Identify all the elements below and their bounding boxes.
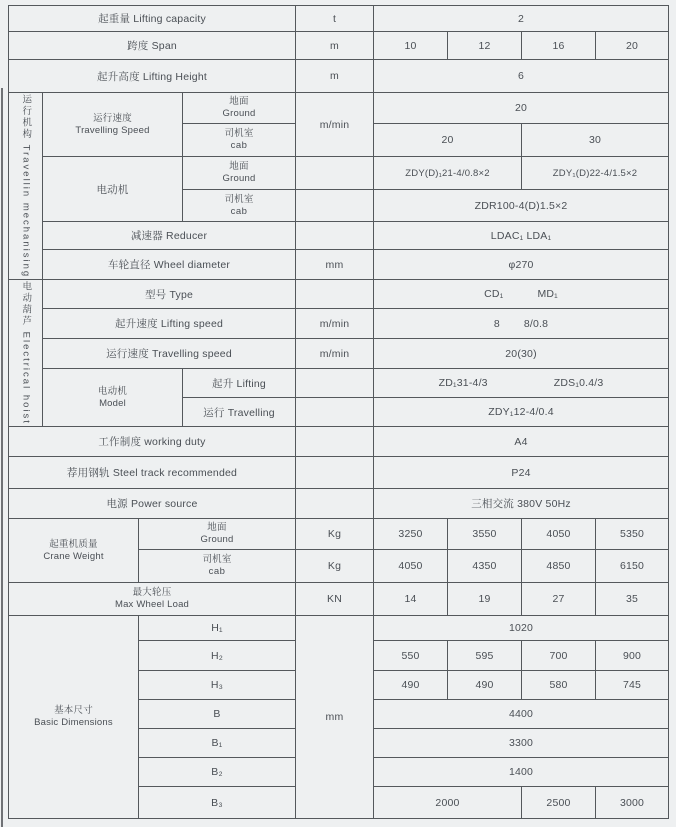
basic-dimensions-label-en: Basic Dimensions <box>34 717 113 728</box>
travel-speed-cab-sublabel <box>183 124 296 157</box>
working-duty-value: A4 <box>374 427 669 457</box>
dim-h3-value-2: 490 <box>448 671 522 700</box>
reducer-label: 减速器 Reducer <box>43 222 296 250</box>
hoist-motor-travelling-unit-empty <box>296 398 374 427</box>
crane-weight-ground-value-3: 4050 <box>522 519 596 550</box>
travel-speed-ground-value: 20 <box>374 93 669 124</box>
hoist-travelling-speed-value: 20(30) <box>374 339 669 369</box>
hoist-motor-lifting-value-2: ZDS₁0.4/3 <box>553 377 604 389</box>
crane-weight-cab-sublabel <box>139 550 296 583</box>
electrical-hoist-vertical-label: 电动葫芦 Electrical hoist <box>20 281 32 425</box>
hoist-lifting-speed-value <box>374 309 669 339</box>
dim-b1-value: 3300 <box>374 729 669 758</box>
max-wheel-load-label-en: Max Wheel Load <box>114 599 190 610</box>
dim-h1-label: H₁ <box>139 616 296 641</box>
row-dim-h1 <box>9 616 669 641</box>
hoist-type-value <box>374 280 669 309</box>
dim-h3-value-4: 745 <box>596 671 669 700</box>
row-steel-track <box>9 457 669 489</box>
row-reducer <box>9 222 669 250</box>
section-electrical-hoist <box>9 280 43 427</box>
dim-b3-value-2: 2500 <box>522 787 596 819</box>
travel-motor-cab-sublabel <box>183 190 296 222</box>
hoist-travelling-speed-label: 运行速度 Travelling speed <box>43 339 296 369</box>
crane-weight-label-en: Crane Weight <box>43 550 104 562</box>
row-hoist-type <box>9 280 669 309</box>
row-hoist-motor-lifting <box>9 369 669 398</box>
hoist-type-label: 型号 Type <box>43 280 296 309</box>
max-wheel-load-unit: KN <box>296 583 374 616</box>
lifting-height-value: 6 <box>374 60 669 93</box>
cab-label-zh: 司机室 <box>224 193 254 205</box>
row-power-source <box>9 489 669 519</box>
hoist-motor-label <box>43 369 183 427</box>
basic-dimensions-unit: mm <box>296 616 374 819</box>
hoist-lifting-speed-label: 起升速度 Lifting speed <box>43 309 296 339</box>
max-wheel-load-value-2: 19 <box>448 583 522 616</box>
travelling-speed-label-zh: 运行速度 <box>93 112 132 124</box>
hoist-lifting-speed-unit: m/min <box>296 309 374 339</box>
hoist-type-unit-empty <box>296 280 374 309</box>
wheel-diameter-value: φ270 <box>374 250 669 280</box>
max-wheel-load-label-zh: 最大轮压 <box>132 587 172 599</box>
steel-track-unit-empty <box>296 457 374 489</box>
dim-h2-label: H₂ <box>139 641 296 671</box>
dim-b2-label: B₂ <box>139 758 296 787</box>
travel-motor-cab-value: ZDR100-4(D)1.5×2 <box>374 190 669 222</box>
travel-motor-cab-unit-empty <box>296 190 374 222</box>
lifting-height-unit: m <box>296 60 374 93</box>
span-value-10: 10 <box>374 32 448 60</box>
ground-label-zh: 地面 <box>229 96 249 108</box>
hoist-motor-lifting-unit-empty <box>296 369 374 398</box>
lifting-height-label: 起升高度 Lifting Height <box>9 60 296 93</box>
basic-dimensions-label-zh: 基本尺寸 <box>54 705 93 717</box>
hoist-motor-travelling-value: ZDY₁12-4/0.4 <box>374 398 669 427</box>
row-working-duty <box>9 427 669 457</box>
hoist-motor-label-zh: 电动机 <box>97 385 128 397</box>
power-source-unit-empty <box>296 489 374 519</box>
travel-motor-ground-value-2: ZDY₁(D)22-4/1.5×2 <box>522 157 669 190</box>
wheel-diameter-unit: mm <box>296 250 374 280</box>
row-hoist-lifting-speed <box>9 309 669 339</box>
lifting-capacity-value: 2 <box>374 6 669 32</box>
ground-label-en: Ground <box>222 108 256 119</box>
span-value-12: 12 <box>448 32 522 60</box>
travel-motor-ground-unit-empty <box>296 157 374 190</box>
lifting-capacity-label: 起重量 Lifting capacity <box>9 6 296 32</box>
dim-b2-value: 1400 <box>374 758 669 787</box>
dim-h2-value-1: 550 <box>374 641 448 671</box>
crane-specification-table <box>8 5 669 819</box>
span-value-16: 16 <box>522 32 596 60</box>
reducer-unit-empty <box>296 222 374 250</box>
max-wheel-load-value-4: 35 <box>596 583 669 616</box>
working-duty-label: 工作制度 working duty <box>9 427 296 457</box>
row-span <box>9 32 669 60</box>
page-edge-line <box>1 88 3 827</box>
hoist-lifting-speed-value-1: 8 <box>493 317 500 330</box>
row-hoist-travelling-speed <box>9 339 669 369</box>
crane-weight-ground-sublabel <box>139 519 296 550</box>
cab-label-zh: 司机室 <box>224 128 254 140</box>
ground-label-zh: 地面 <box>229 161 249 173</box>
max-wheel-load-value-3: 27 <box>522 583 596 616</box>
dim-b3-value-1: 2000 <box>374 787 522 819</box>
ground-label-en: Ground <box>222 173 256 184</box>
travel-motor-ground-sublabel <box>183 157 296 190</box>
ground-label-en: Ground <box>200 534 234 545</box>
power-source-label: 电源 Power source <box>9 489 296 519</box>
crane-weight-label-zh: 起重机质量 <box>49 538 98 550</box>
dim-h1-value: 1020 <box>374 616 669 641</box>
steel-track-label: 荐用钢轨 Steel track recommended <box>9 457 296 489</box>
max-wheel-load-value-1: 14 <box>374 583 448 616</box>
steel-track-value: P24 <box>374 457 669 489</box>
wheel-diameter-label: 车轮直径 Wheel diameter <box>43 250 296 280</box>
hoist-lifting-speed-value-2: 8/0.8 <box>523 317 549 330</box>
section-travelling-mechanism <box>9 93 43 280</box>
dim-b-value: 4400 <box>374 700 669 729</box>
dim-h3-value-1: 490 <box>374 671 448 700</box>
crane-weight-ground-value-4: 5350 <box>596 519 669 550</box>
dim-h3-label: H₃ <box>139 671 296 700</box>
crane-weight-ground-value-1: 3250 <box>374 519 448 550</box>
max-wheel-load-label <box>9 583 296 616</box>
hoist-motor-travelling-sublabel: 运行 Travelling <box>183 398 296 427</box>
dim-b1-label: B₁ <box>139 729 296 758</box>
travelling-speed-label-en: Travelling Speed <box>75 124 150 136</box>
crane-weight-cab-value-2: 4350 <box>448 550 522 583</box>
dim-b-label: B <box>139 700 296 729</box>
working-duty-unit-empty <box>296 427 374 457</box>
crane-weight-cab-value-3: 4850 <box>522 550 596 583</box>
travel-speed-ground-sublabel <box>183 93 296 124</box>
dim-b3-label: B₃ <box>139 787 296 819</box>
travel-motor-label: 电动机 <box>43 157 183 222</box>
cab-label-en: cab <box>208 566 226 577</box>
row-travel-motor-ground <box>9 157 669 190</box>
hoist-travelling-speed-unit: m/min <box>296 339 374 369</box>
travel-speed-cab-value-2: 30 <box>522 124 669 157</box>
ground-label-zh: 地面 <box>207 522 227 534</box>
hoist-type-value-1: CD₁ <box>484 288 504 300</box>
travel-speed-cab-value-1: 20 <box>374 124 522 157</box>
hoist-motor-label-en: Model <box>99 397 126 409</box>
crane-weight-cab-value-1: 4050 <box>374 550 448 583</box>
travelling-speed-label <box>43 93 183 157</box>
row-crane-weight-ground <box>9 519 669 550</box>
row-lifting-height <box>9 60 669 93</box>
dim-h3-value-3: 580 <box>522 671 596 700</box>
reducer-value: LDAC₁ LDA₁ <box>374 222 669 250</box>
dim-h2-value-3: 700 <box>522 641 596 671</box>
lifting-capacity-unit: t <box>296 6 374 32</box>
crane-weight-cab-unit: Kg <box>296 550 374 583</box>
crane-weight-ground-unit: Kg <box>296 519 374 550</box>
span-label: 跨度 Span <box>9 32 296 60</box>
power-source-value: 三相交流 380V 50Hz <box>374 489 669 519</box>
travelling-speed-unit: m/min <box>296 93 374 157</box>
basic-dimensions-label <box>9 616 139 819</box>
span-unit: m <box>296 32 374 60</box>
row-max-wheel-load <box>9 583 669 616</box>
crane-weight-cab-value-4: 6150 <box>596 550 669 583</box>
row-travel-speed-ground <box>9 93 669 124</box>
dim-h2-value-2: 595 <box>448 641 522 671</box>
row-wheel-diameter <box>9 250 669 280</box>
crane-weight-label <box>9 519 139 583</box>
cab-label-en: cab <box>230 140 248 151</box>
dim-b3-value-3: 3000 <box>596 787 669 819</box>
span-value-20: 20 <box>596 32 669 60</box>
cab-label-zh: 司机室 <box>202 554 232 566</box>
hoist-motor-lifting-sublabel: 起升 Lifting <box>183 369 296 398</box>
cab-label-en: cab <box>230 205 248 217</box>
dim-h2-value-4: 900 <box>596 641 669 671</box>
travelling-mechanism-vertical-label: 运行机构 Travellin mechanising <box>20 93 32 279</box>
hoist-type-value-2: MD₁ <box>537 288 558 300</box>
row-lifting-capacity <box>9 6 669 32</box>
crane-weight-ground-value-2: 3550 <box>448 519 522 550</box>
travel-motor-ground-value-1: ZDY(D)₁21-4/0.8×2 <box>374 157 522 190</box>
hoist-motor-lifting-value-1: ZD₁31-4/3 <box>438 377 488 389</box>
hoist-motor-lifting-value <box>374 369 669 398</box>
